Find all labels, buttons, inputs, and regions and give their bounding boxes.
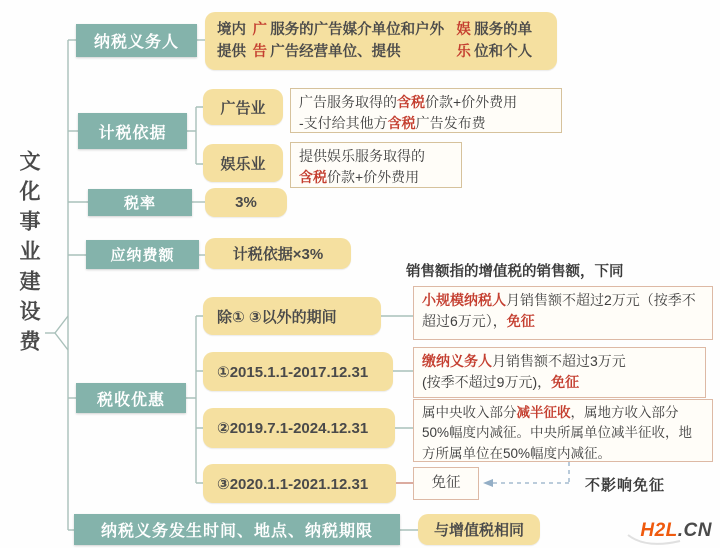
- period-1-detail: 缴纳义务人月销售额不超过3万元 (按季不超过9万元)，免征: [413, 347, 706, 398]
- node-entertainment: 娱乐业: [203, 144, 283, 182]
- period-2-detail: 属中央收入部分减半征收，属地方收入部分50%幅度内减征。中央所属单位减半征收，地方所属单位在50%幅度内减征。: [413, 399, 713, 462]
- node-tax-rate: 税率: [88, 189, 192, 216]
- watermark: [640, 520, 712, 542]
- node-advertising: 广告业: [203, 89, 283, 125]
- preferences-note: 销售额指的增值税的销售额，下同: [406, 264, 624, 280]
- preferences-annotation: 不影响免征: [585, 477, 666, 494]
- node-obligation: 纳税义务发生时间、地点、纳税期限: [74, 514, 400, 545]
- root-title: 文化事业建设费: [17, 150, 41, 360]
- node-taxpayer: 纳税义务人: [76, 24, 197, 57]
- obligation-value: 与增值税相同: [418, 514, 540, 545]
- fee-payable-value: 计税依据×3%: [205, 238, 351, 269]
- node-fee-payable: 应纳费额: [86, 240, 199, 269]
- node-tax-basis: 计税依据: [78, 113, 187, 149]
- period-2: ②2019.7.1-2024.12.31: [203, 408, 395, 448]
- tax-rate-value: 3%: [205, 188, 287, 217]
- period-other: 除① ③以外的期间: [203, 297, 381, 335]
- period-other-detail: 小规模纳税人月销售额不超过2万元（按季不超过6万元），免征: [413, 286, 713, 340]
- taxpayer-detail: 境内提供 广告 服务的广告媒介单位和户外广告经营单位、提供 娱乐 服务的单位和个人: [205, 12, 557, 70]
- entertainment-detail: 提供娱乐服务取得的 含税价款+价外费用: [290, 142, 462, 188]
- period-3-detail: 免征: [413, 467, 479, 500]
- watermark-secondary: .CN: [677, 520, 712, 541]
- advertising-detail: 广告服务取得的含税价款+价外费用 -支付给其他方含税广告发布费: [290, 88, 562, 133]
- watermark-primary: H2L: [640, 520, 678, 541]
- period-3: ③2020.1.1-2021.12.31: [203, 464, 396, 503]
- period-1: ①2015.1.1-2017.12.31: [203, 352, 393, 391]
- node-preferences: 税收优惠: [76, 383, 186, 413]
